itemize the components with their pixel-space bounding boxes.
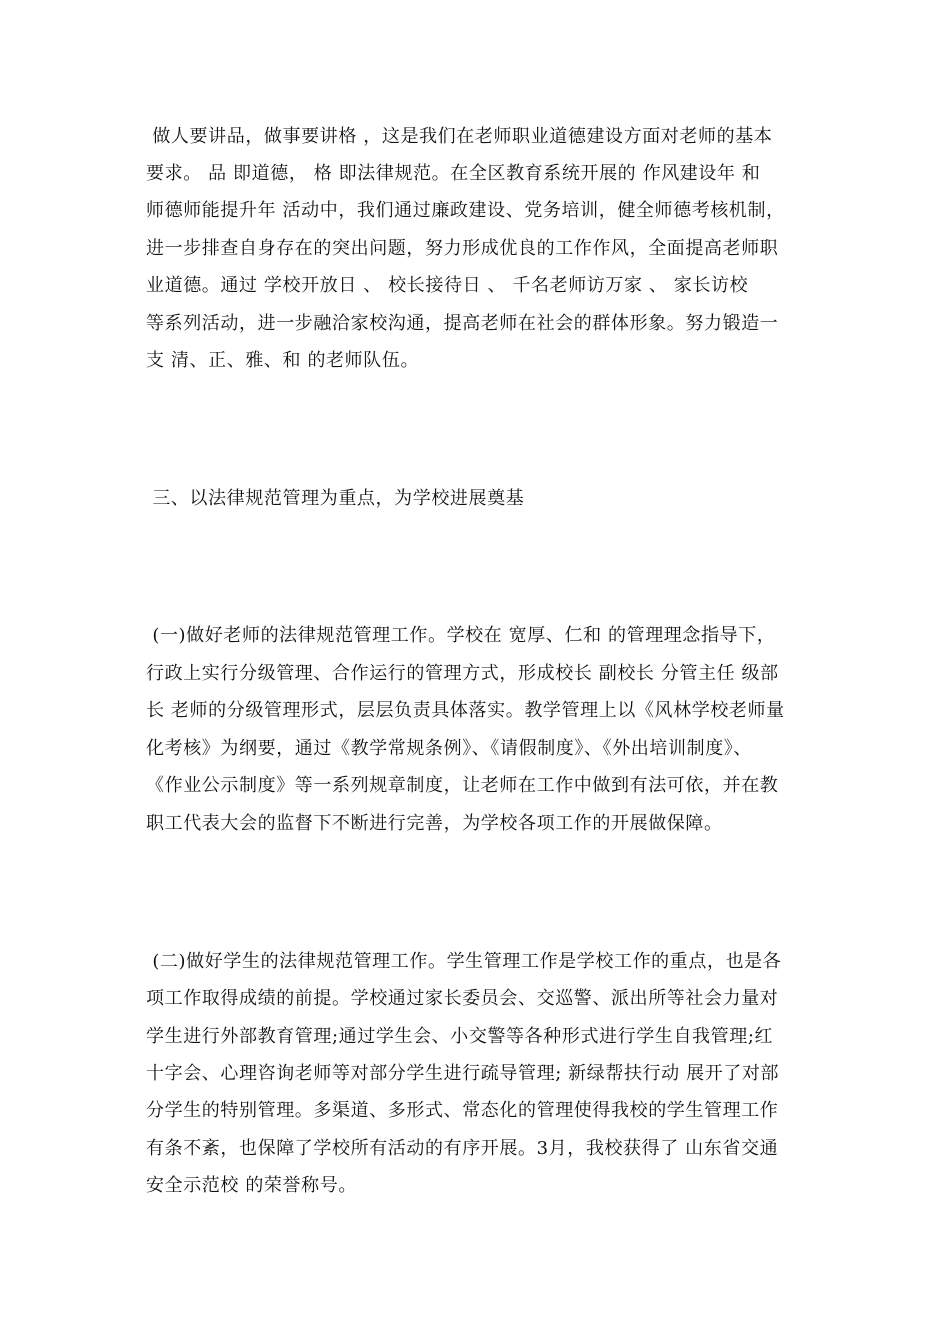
- paragraph-3-line-2: 行政上实行分级管理、合作运行的管理方式，形成校长 副校长 分管主任 级部: [146, 663, 779, 684]
- paragraph-4-line-6: 有条不紊，也保障了学校所有活动的有序开展。3月，我校获得了 山东省交通: [146, 1138, 779, 1159]
- paragraph-1-line-3: 师德师能提升年 活动中，我们通过廉政建设、党务培训，健全师德考核机制，: [146, 200, 785, 221]
- paragraph-3-line-1: (一)做好老师的法律规范管理工作。学校在 宽厚、仁和 的管理理念指导下，: [146, 625, 776, 646]
- paragraph-1-line-4: 进一步排查自身存在的突出问题，努力形成优良的工作作风，全面提高老师职: [146, 238, 779, 259]
- paragraph-4-line-2: 项工作取得成绩的前提。学校通过家长委员会、交巡警、派出所等社会力量对: [146, 988, 779, 1009]
- paragraph-4-line-3: 学生进行外部教育管理;通过学生会、小交警等各种形式进行学生自我管理;红: [146, 1026, 774, 1047]
- paragraph-3-line-4: 化考核》为纲要，通过《教学常规条例》、《请假制度》、《外出培训制度》、: [146, 738, 752, 759]
- paragraph-4-line-1: (二)做好学生的法律规范管理工作。学生管理工作是学校工作的重点，也是各: [146, 951, 782, 972]
- paragraph-4-line-7: 安全示范校 的荣誉称号。: [146, 1175, 357, 1196]
- paragraph-4-line-4: 十字会、心理咨询老师等对部分学生进行疏导管理; 新绿帮扶行动 展开了对部: [146, 1063, 780, 1084]
- section-heading: 三、以法律规范管理为重点，为学校进展奠基: [146, 488, 525, 509]
- paragraph-1-line-2: 要求。 品 即道德， 格 即法律规范。在全区教育系统开展的 作风建设年 和: [146, 163, 761, 184]
- paragraph-3-line-5: 《作业公示制度》等一系列规章制度，让老师在工作中做到有法可依，并在教: [146, 775, 779, 796]
- paragraph-3-line-3: 长 老师的分级管理形式，层层负责具体落实。教学管理上以《风林学校老师量: [146, 700, 785, 721]
- paragraph-1-line-6: 等系列活动，进一步融洽家校沟通，提高老师在社会的群体形象。努力锻造一: [146, 313, 779, 334]
- paragraph-3-line-6: 职工代表大会的监督下不断进行完善，为学校各项工作的开展做保障。: [146, 813, 723, 834]
- paragraph-1-line-5: 业道德。通过 学校开放日 、 校长接待日 、 千名老师访万家 、 家长访校: [146, 275, 749, 296]
- paragraph-1-line-1: 做人要讲品，做事要讲格 ，这是我们在老师职业道德建设方面对老师的基本: [146, 126, 773, 147]
- paragraph-4-line-5: 分学生的特别管理。多渠道、多形式、常态化的管理使得我校的学生管理工作: [146, 1100, 779, 1121]
- paragraph-1-line-7: 支 清、正、雅、和 的老师队伍。: [146, 350, 420, 371]
